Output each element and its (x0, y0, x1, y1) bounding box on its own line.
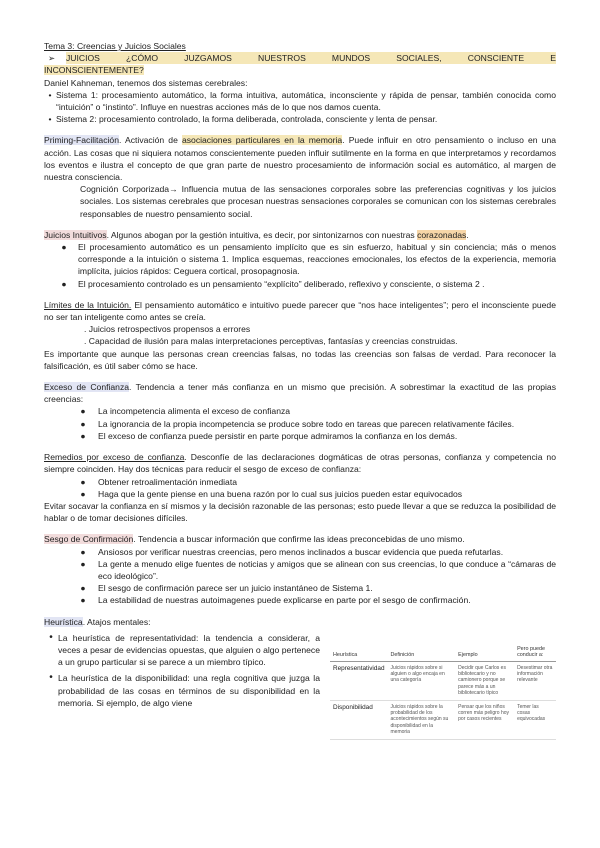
section-confirmation: Sesgo de Confirmación. Tendencia a buscar información que confirme las ideas preconcebidas de uno mismo. ● Ansiosos por verificar nuestras creencias, pero menos inclinados a buscar evidencia que pueda refutarlas. ● La gente a menudo elige fuentes de noticias y amigos que se alinean con sus creencias, lo que conduce a “cámaras de eco ideológico”. ● El sesgo de confirmación parece ser un juicio instantáneo de Sistema 1. ● La estabilidad de nuestras autoimagenes puede explicarse en parte por el sesgo de confirmación. (44, 534, 556, 606)
embodied-cognition: Cognición Corporizada→ Influencia mutua de las sensaciones corporales sobre las preferencias cognitivas y los juicios sociales. Los sistemas cerebrales que procesan nuestras sensaciones corporales se comunican con los sistemas cerebrales responsables de nuestro pensamiento social. (80, 184, 556, 219)
arrow-bullet-icon: ➢ (48, 53, 56, 64)
question-line-1: JUICIOS ¿CÓMO JUZGAMOS NUESTROS MUNDOS SOCIALES, CONSCIENTE E (66, 53, 556, 64)
remedies-outro: Evitar socavar la confianza en sí mismos y la decisión razonable de las personas; esto puede llevar a que se reduzca la posibilidad de hablar o de tomar decisiones difíciles. (44, 500, 556, 524)
bullet-icon: ● (80, 430, 86, 441)
intuitive-highlight: corazonadas (417, 229, 467, 240)
bullet-icon: ● (61, 278, 67, 289)
section-question (44, 52, 556, 76)
bullet-icon: • (49, 672, 53, 684)
table-header-row: Heurística Definición Ejemplo Pero puede conducir a: (330, 644, 556, 661)
section-intuitive: Juicios Intuitivos. Algunos abogan por la gestión intuitiva, es decir, por sintonizarnos con nuestras corazonadas. ● El procesamiento automático es un pensamiento implícito que es sin esfuerzo, habitual y sin conciencia; más o menos corresponde a la intuición o sistema 1. Implica esquemas, reacciones emocionales, los efectos de la experiencia, memoria implícita, juicios rápidos: Ceguera cortical, prosopagnosia. ● El procesamiento controlado es un pensamiento “explícito” deliberado, reflexivo y consciente, o sistema 2 . (44, 229, 556, 289)
intuitive-term: Juicios Intuitivos (44, 229, 107, 240)
kahneman-intro: Daniel Kahneman, tenemos dos sistemas cerebrales: (44, 77, 248, 88)
bullet-icon: ● (80, 595, 86, 606)
bullet-icon: ● (80, 583, 86, 594)
bullet-icon: • (48, 89, 52, 100)
list-item: ● La gente a menudo elige fuentes de noticias y amigos que se alinean con sus creencias, lo que conduce a “cámaras de eco ideológico”. (44, 558, 556, 582)
section-overconfidence: Exceso de Confianza. Tendencia a tener más confianza en un mismo que precisión. A sobrestimar la exactitud de las propias creencias: ● La incompetencia alimenta el exceso de confianza ● La ignorancia de la propia incompetencia se produce sobre todo en tareas que parecen relativamente fáciles. ● El exceso de confianza puede persistir en parte porque admiramos la confianza en los demás. (44, 382, 556, 441)
page-title: Tema 3: Creencias y Juicios Sociales (44, 41, 186, 51)
bullet-icon: ● (80, 488, 86, 499)
bullet-icon: • (49, 631, 53, 643)
list-item: • La heurística de representatividad: la tendencia a considerar, a veces a pesar de evidencias opuestas, que alguien o algo pertenece a un grupo particular si se parece a un miembro típico. (44, 632, 320, 669)
limits-outro: Es importante que aunque las personas crean creencias falsas, no todas las creencias son falsas de verdad. Para reconocer la falsificación, es útil saber cómo se hace. (44, 348, 556, 371)
section-remedies: Remedios por exceso de confianza. Desconfíe de las declaraciones dogmáticas de otras personas, confianza y competencia no siempre coinciden. Hay dos técnicas para reducir el sesgo de exceso de confianza: ● Obtener retroalimentación inmediata ● Haga que la gente piense en una buena razón por lo cual sus juicios pueden estar equivocados Evitar socavar la confianza en sí mismos y la decisión razonable de las personas; esto puede llevar a que se reduzca la posibilidad de hablar o de tomar decisiones difíciles. (44, 452, 556, 524)
heuristics-term: Heurística (44, 616, 83, 627)
list-item: ● La ignorancia de la propia incompetencia se produce sobre todo en tareas que parecen relativamente fáciles. (44, 418, 556, 430)
list-item: ● El procesamiento controlado es un pensamiento “explícito” deliberado, reflexivo y consciente, o sistema 2 . (44, 278, 556, 290)
bullet-icon: • (48, 114, 52, 125)
list-item: ● Obtener retroalimentación inmediata (44, 476, 556, 488)
heuristics-table (330, 644, 556, 740)
list-item: • Sistema 2: procesamiento controlado, la forma deliberada, controlada, consciente y lenta de pensar. (44, 113, 556, 125)
section-kahneman (44, 77, 556, 126)
list-item: ● El exceso de confianza puede persistir en parte porque admiramos la confianza en los demás. (44, 430, 556, 442)
list-item: ● La incompetencia alimenta el exceso de confianza (44, 405, 556, 417)
priming-term: Priming-Facilitación (44, 135, 119, 146)
bullet-icon: ● (80, 476, 86, 487)
bullet-icon: ● (80, 418, 86, 429)
question-line-2: INCONSCIENTEMENTE? (44, 65, 144, 76)
list-item: ● Ansiosos por verificar nuestras creencias, pero menos inclinados a buscar evidencia que pueda refutarlas. (44, 546, 556, 558)
remedies-term: Remedios por exceso de confianza (44, 452, 185, 463)
section-priming: Priming-Facilitación. Activación de asociaciones particulares en la memoria. Puede influir en otro pensamiento o incluso en una acción. Las cosas que ni siquiera notamos conscientemente pueden influir sutilmente en la forma en que interpretamos y recordamos los eventos e ilustra el concepto de que gran parte de nuestro procesamiento de información social es automático, al margen de nuestra consciencia. Cognición Corporizada→ Influencia mutua de las sensaciones corporales sobre las preferencias cognitivas y los juicios sociales. Los sistemas cerebrales que procesan nuestras sensaciones corporales se comunican con los sistemas cerebrales responsables de nuestro pensamiento social. (44, 135, 556, 219)
list-item: • La heurística de la disponibilidad: una regla cognitiva que juzga la probabilidad de las cosas en términos de su disponibilidad en la memoria. Si ejemplo, de algo viene (44, 672, 320, 709)
list-item: ● El sesgo de confirmación parece ser un juicio instantáneo de Sistema 1. (44, 582, 556, 594)
list-item: ● El procesamiento automático es un pensamiento implícito que es sin esfuerzo, habitual y sin conciencia; más o menos corresponde a la intuición o sistema 1. Implica esquemas, reacciones emocionales, los efectos de la experiencia, memoria implícita, juicios rápidos: Ceguera cortical, prosopagnosia. (44, 241, 556, 278)
bullet-icon: ● (80, 406, 86, 417)
table-row: Disponibilidad Juicios rápidos sobre la probabilidad de los acontecimientos según su disponibilidad en la memoria Pensar que los niños corren más peligro hoy por casos recientes Temer las cosas equivocadas (330, 700, 556, 739)
section-heuristics: Heurística. Atajos mentales: • La heurística de representatividad: la tendencia a considerar, a veces a pesar de evidencias opuestas, que alguien o algo pertenece a un grupo particular si se parece a un miembro típico. • La heurística de la disponibilidad: una regla cognitiva que juzga la probabilidad de las cosas en términos de su disponibilidad en la memoria. Si ejemplo, de algo viene Heurística Definición Ejemplo Pero puede conducir a: Representatividad Juicios rápidos sobre si alguien o algo encaja en una categoría Decidir que Carlos es bibliotecario y no camionero porque se parece más a un bibliotecario típico Desestimar otra información relevante Disponibilidad Juicios rápidos sobre la probabilidad de los acontecimientos según su disponibilidad en la memoria Pensar que los niños corren más peligro hoy por casos recientes Temer las cosas equivocadas (44, 616, 556, 740)
section-limits: Límites de la Intuición. El pensamiento automático e intuitivo puede parecer que “nos hace inteligentes”; pero el inconsciente puede no ser tan inteligente como antes se creía. . Juicios retrospectivos propensos a errores . Capacidad de ilusión para malas interpretaciones perceptivas, fantasías y creencias construidas. Es importante que aunque las personas crean creencias falsas, no todas las creencias son falsas de verdad. Para reconocer la falsificación, es útil saber cómo se hace. (44, 299, 556, 371)
list-item: . Juicios retrospectivos propensos a errores (84, 324, 251, 335)
list-item: . Capacidad de ilusión para malas interpretaciones perceptivas, fantasías y creencias construidas. (84, 336, 458, 347)
priming-highlight: asociaciones particulares en la memoria (181, 135, 343, 146)
list-item: • Sistema 1: procesamiento automático, la forma intuitiva, automática, inconsciente y rápida de pensar, también conocida como “intuición” o “instinto”. Influye en nuestras acciones más de lo que nos damos cuenta. (44, 89, 556, 113)
table-row: Representatividad Juicios rápidos sobre si alguien o algo encaja en una categoría Decidir que Carlos es bibliotecario y no camionero porque se parece más a un bibliotecario típico Desestimar otra información relevante (330, 661, 556, 700)
confirmation-term: Sesgo de Confirmación (44, 534, 134, 545)
bullet-icon: ● (61, 242, 67, 253)
list-item: ● La estabilidad de nuestras autoimagenes puede explicarse en parte por el sesgo de confirmación. (44, 594, 556, 606)
bullet-icon: ● (80, 558, 86, 569)
overconfidence-term: Exceso de Confianza (44, 382, 130, 393)
limits-term: Límites de la Intuición. (44, 299, 132, 310)
bullet-icon: ● (80, 546, 86, 557)
list-item: ● Haga que la gente piense en una buena razón por lo cual sus juicios pueden estar equivocados (44, 488, 556, 500)
